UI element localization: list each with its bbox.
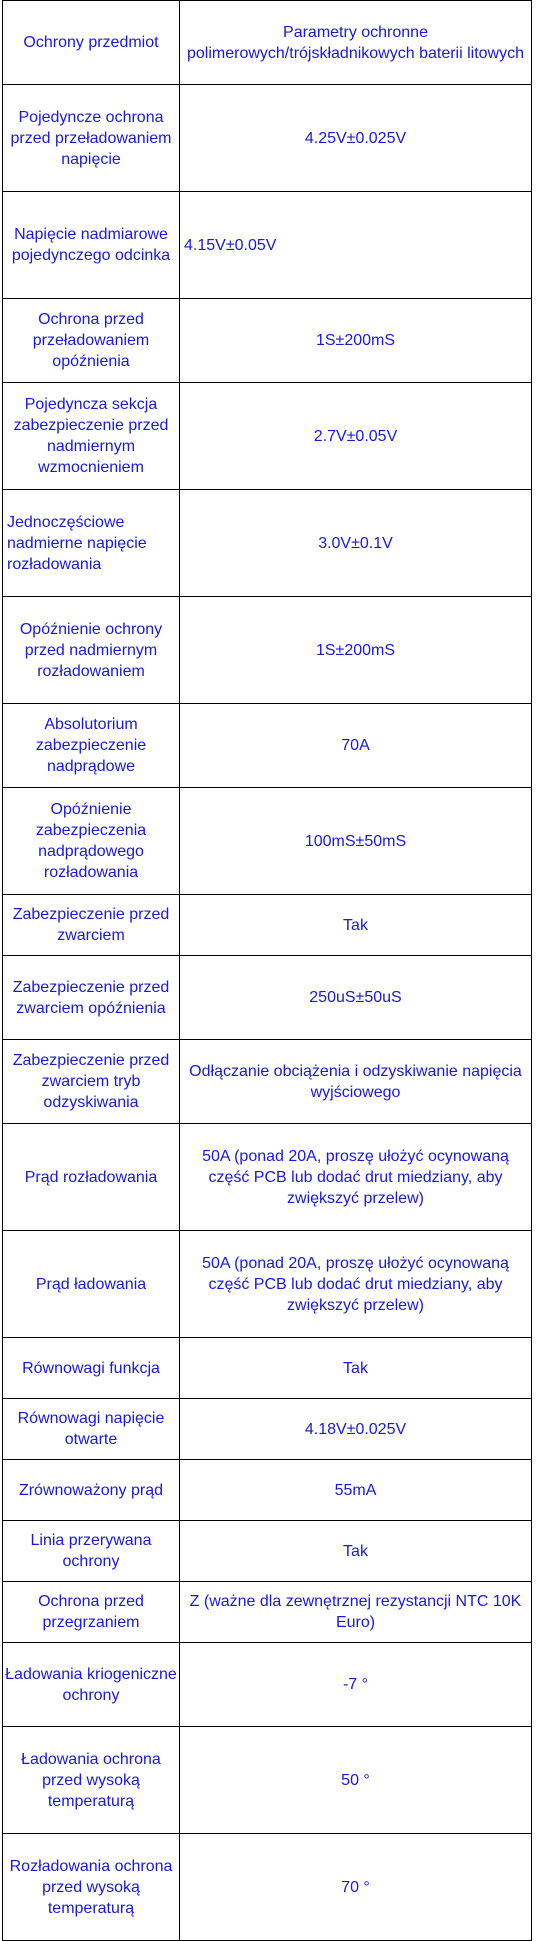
row-param: Ładowania kriogeniczne ochrony: [3, 1643, 180, 1727]
row-param: Ochrona przed przeładowaniem opóźnienia: [3, 299, 180, 383]
table-row: [3, 1040, 532, 1124]
row-value: 50A (ponad 20A, proszę ułożyć ocynowaną część PCB lub dodać drut miedziany, aby zwiększyć przelew): [180, 1124, 532, 1231]
row-value: 1S±200mS: [180, 299, 532, 383]
table-row: [3, 299, 532, 383]
table-row: [3, 192, 532, 299]
table-row: [3, 1582, 532, 1643]
table-row: [3, 1399, 532, 1460]
row-value: 3.0V±0.1V: [180, 490, 532, 597]
table-row: [3, 1124, 532, 1231]
table-row: [3, 895, 532, 956]
row-param: Równowagi napięcie otwarte: [3, 1399, 180, 1460]
row-param: Ochrona przed przegrzaniem: [3, 1582, 180, 1643]
table-row: [3, 1521, 532, 1582]
row-value: Tak: [180, 1521, 532, 1582]
row-value: 4.15V±0.05V: [180, 192, 532, 299]
row-value: 50A (ponad 20A, proszę ułożyć ocynowaną część PCB lub dodać drut miedziany, aby zwiększyć przelew): [180, 1231, 532, 1338]
table-row: [3, 1834, 532, 1941]
table-row: [3, 1231, 532, 1338]
row-param: Rozładowania ochrona przed wysoką temperaturą: [3, 1834, 180, 1941]
row-value: 55mA: [180, 1460, 532, 1521]
table-row: [3, 1460, 532, 1521]
row-value: 250uS±50uS: [180, 956, 532, 1040]
row-param: Absolutorium zabezpieczenie nadprądowe: [3, 704, 180, 788]
table-row: [3, 597, 532, 704]
row-param: Równowagi funkcja: [3, 1338, 180, 1399]
row-value: 50 °: [180, 1727, 532, 1834]
row-param: Linia przerywana ochrony: [3, 1521, 180, 1582]
table-row: [3, 85, 532, 192]
row-param: Zabezpieczenie przed zwarciem: [3, 895, 180, 956]
battery-protection-spec-table: [2, 0, 532, 1941]
row-value: Odłączanie obciążenia i odzyskiwanie napięcia wyjściowego: [180, 1040, 532, 1124]
table-row: [3, 788, 532, 895]
row-param: Pojedyncza sekcja zabezpieczenie przed nadmiernym wzmocnieniem: [3, 383, 180, 490]
row-param: Opóźnienie ochrony przed nadmiernym rozładowaniem: [3, 597, 180, 704]
row-value: Tak: [180, 1338, 532, 1399]
table-row: [3, 1727, 532, 1834]
table-row: [3, 1338, 532, 1399]
table-header-row: [3, 1, 532, 85]
row-param: Pojedyncze ochrona przed przeładowaniem napięcie: [3, 85, 180, 192]
row-param: Ładowania ochrona przed wysoką temperaturą: [3, 1727, 180, 1834]
row-value: Z (ważne dla zewnętrznej rezystancji NTC 10K Euro): [180, 1582, 532, 1643]
row-param: Zrównoważony prąd: [3, 1460, 180, 1521]
table-row: [3, 956, 532, 1040]
row-value: -7 °: [180, 1643, 532, 1727]
row-value: 4.18V±0.025V: [180, 1399, 532, 1460]
row-value: 4.25V±0.025V: [180, 85, 532, 192]
table-row: [3, 1643, 532, 1727]
table-row: [3, 383, 532, 490]
row-value: 2.7V±0.05V: [180, 383, 532, 490]
row-value: 70 °: [180, 1834, 532, 1941]
table-row: [3, 490, 532, 597]
row-param: Opóźnienie zabezpieczenia nadprądowego rozładowania: [3, 788, 180, 895]
row-param: Prąd ładowania: [3, 1231, 180, 1338]
header-protection-parameters: Parametry ochronne polimerowych/trójskładnikowych baterii litowych: [180, 1, 532, 85]
row-value: 70A: [180, 704, 532, 788]
row-param: Napięcie nadmiarowe pojedynczego odcinka: [3, 192, 180, 299]
header-protection-item: Ochrony przedmiot: [3, 1, 180, 85]
row-param: Jednoczęściowe nadmierne napięcie rozładowania: [3, 490, 180, 597]
row-param: Zabezpieczenie przed zwarciem opóźnienia: [3, 956, 180, 1040]
row-param: Prąd rozładowania: [3, 1124, 180, 1231]
row-value: 1S±200mS: [180, 597, 532, 704]
row-value: Tak: [180, 895, 532, 956]
row-param: Zabezpieczenie przed zwarciem tryb odzyskiwania: [3, 1040, 180, 1124]
row-value: 100mS±50mS: [180, 788, 532, 895]
table-row: [3, 704, 532, 788]
